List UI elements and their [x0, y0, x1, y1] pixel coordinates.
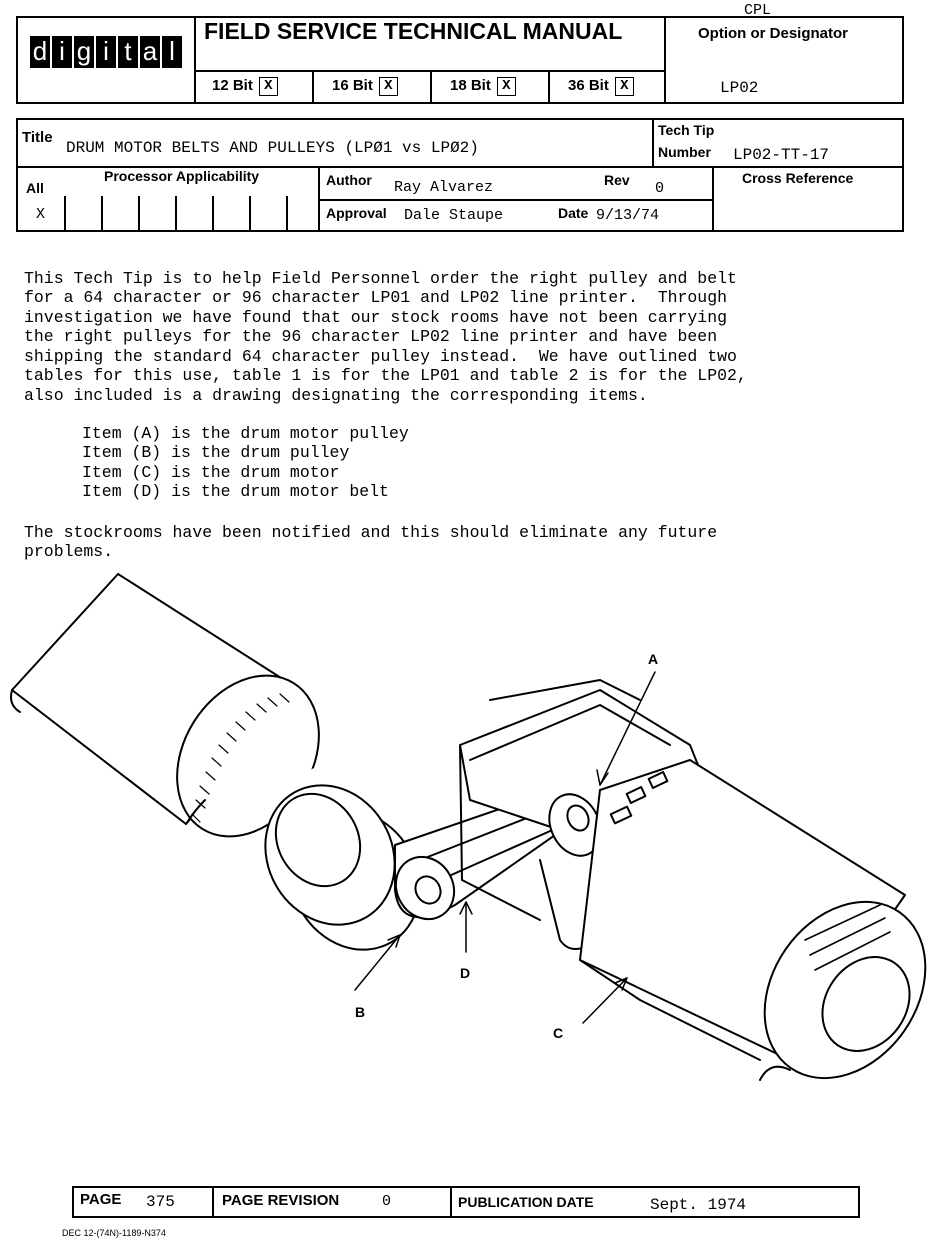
- logo-letter: l: [162, 36, 182, 68]
- text-line: also included is a drawing designating the corresponding items.: [24, 385, 648, 405]
- page-revision-label: PAGE REVISION: [222, 1192, 340, 1209]
- text-line: for a 64 character or 96 character LP01 and LP02 line printer. Through: [24, 288, 728, 307]
- tech-tip-label: Tech Tip: [658, 122, 715, 138]
- digital-logo: [30, 36, 184, 68]
- intro-paragraph: [24, 249, 747, 425]
- bit-16-checkbox: X: [379, 77, 398, 96]
- approval-value: Dale Staupe: [404, 207, 504, 224]
- text-line: investigation we have found that our stock rooms have not been carrying: [24, 307, 728, 327]
- tech-tip-number: LP02-TT-17: [733, 146, 830, 164]
- proc-tick: [212, 196, 214, 230]
- publication-date-value: Sept. 1974: [650, 1196, 747, 1214]
- drum-motor: [580, 760, 931, 1100]
- bit-18-cell: [430, 70, 548, 102]
- list-item: Item (B) is the drum pulley: [82, 443, 350, 462]
- list-item: Item (C) is the drum motor: [82, 462, 340, 482]
- date-label: Date: [558, 205, 589, 221]
- proc-tick: [175, 196, 177, 230]
- approval-label: Approval: [326, 205, 387, 221]
- proc-tick: [138, 196, 140, 230]
- cpl-mark: CPL: [744, 2, 772, 19]
- info-divider-xref: [712, 166, 714, 232]
- list-item: Item (D) is the drum motor belt: [82, 482, 389, 501]
- bit-label: 18 Bit: [450, 77, 491, 94]
- form-code: DEC 12-(74N)-1189-N374: [62, 1228, 166, 1238]
- manual-title: FIELD SERVICE TECHNICAL MANUAL: [204, 18, 623, 44]
- logo-letter: g: [74, 36, 94, 68]
- title-value: DRUM MOTOR BELTS AND PULLEYS (LPØ1 vs LPØ2): [66, 139, 479, 157]
- info-rule-2: [318, 199, 712, 201]
- all-mark: X: [36, 206, 46, 223]
- processor-label: Processor Applicability: [104, 168, 260, 184]
- text-line: the right pulleys for the 96 character LP02 line printer and have been: [24, 327, 718, 346]
- header-divider-right: [664, 16, 666, 104]
- option-value: LP02: [720, 79, 759, 97]
- rev-value: 0: [655, 180, 665, 197]
- rev-label: Rev: [604, 172, 630, 188]
- bit-12-checkbox: X: [259, 77, 278, 96]
- proc-tick: [249, 196, 251, 230]
- publication-date-label: PUBLICATION DATE: [458, 1194, 594, 1210]
- option-label: Option or Designator: [698, 25, 848, 42]
- text-line: shipping the standard 64 character pulley instead. We have outlined two: [24, 346, 737, 366]
- date-value: 9/13/74: [596, 207, 660, 224]
- bit-label: 36 Bit: [568, 77, 609, 94]
- all-label: All: [26, 180, 44, 196]
- logo-letter: d: [30, 36, 50, 68]
- bit-12-cell: [194, 70, 312, 102]
- logo-letter: t: [118, 36, 138, 68]
- drawing-label-d: D: [460, 965, 471, 981]
- bit-label: 12 Bit: [212, 77, 253, 94]
- page-number: 375: [146, 1193, 175, 1211]
- logo-letter: a: [140, 36, 160, 68]
- text-line: tables for this use, table 1 is for the LP01 and table 2 is for the LP02,: [24, 366, 747, 385]
- list-item: Item (A) is the drum motor pulley: [82, 423, 409, 443]
- text-line: problems.: [24, 542, 114, 561]
- bit-16-cell: [312, 70, 430, 102]
- bit-label: 16 Bit: [332, 77, 373, 94]
- footer-divider-2: [450, 1186, 452, 1218]
- cross-reference-label: Cross Reference: [742, 170, 854, 186]
- text-line: This Tech Tip is to help Field Personnel order the right pulley and belt: [24, 268, 737, 288]
- number-label: Number: [658, 144, 711, 160]
- author-value: Ray Alvarez: [394, 179, 494, 196]
- drum-assembly-drawing: [0, 560, 931, 1100]
- proc-tick: [64, 196, 66, 230]
- logo-letter: i: [52, 36, 72, 68]
- title-label: Title: [22, 129, 53, 146]
- page-revision-value: 0: [382, 1193, 392, 1210]
- drawing-label-b: B: [355, 1004, 366, 1020]
- logo-letter: i: [96, 36, 116, 68]
- footer-divider-1: [212, 1186, 214, 1218]
- info-divider-tip: [652, 118, 654, 166]
- proc-tick: [286, 196, 288, 230]
- text-line: The stockrooms have been notified and this should eliminate any future: [24, 522, 718, 542]
- proc-tick: [101, 196, 103, 230]
- page-label: PAGE: [80, 1191, 122, 1208]
- drawing-label-a: A: [648, 651, 659, 667]
- bit-36-checkbox: X: [615, 77, 634, 96]
- drawing-label-c: C: [553, 1025, 564, 1041]
- bit-36-cell: [548, 70, 664, 102]
- author-label: Author: [326, 172, 372, 188]
- bit-18-checkbox: X: [497, 77, 516, 96]
